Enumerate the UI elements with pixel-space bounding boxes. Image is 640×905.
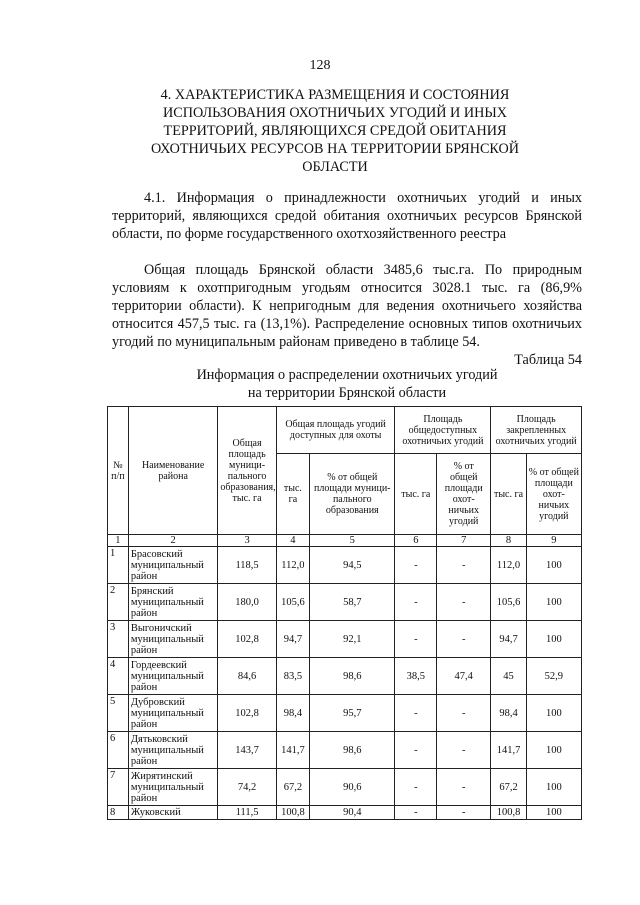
- column-number: 4: [276, 535, 309, 547]
- column-number-row: [108, 535, 582, 547]
- cell-name: Гордеевский муниципальный район: [128, 658, 218, 695]
- table-row: [108, 732, 582, 769]
- cell-name: Жирятинский муниципальный район: [128, 769, 218, 806]
- table-title: [112, 366, 582, 402]
- header-total: Общая площадь муници-пального образования, тыс. га: [218, 407, 276, 535]
- cell-pub-pct: -: [437, 584, 491, 621]
- cell-pub: -: [395, 621, 437, 658]
- cell-avail: 141,7: [276, 732, 309, 769]
- cell-pub-pct: -: [437, 547, 491, 584]
- cell-no: 4: [108, 658, 129, 695]
- cell-name: Дубровский муниципальный район: [128, 695, 218, 732]
- cell-total: 118,5: [218, 547, 276, 584]
- cell-assigned-pct: 100: [526, 547, 581, 584]
- cell-assigned-pct: 100: [526, 584, 581, 621]
- cell-assigned: 45: [491, 658, 526, 695]
- cell-avail-pct: 92,1: [310, 621, 395, 658]
- cell-pub: -: [395, 806, 437, 820]
- table-row: [108, 658, 582, 695]
- body-paragraph: Общая площадь Брянской области 3485,6 тыс.га. По природным условиям к охотпригодным угодьям относится 3028.1 тыс. га (86,9% территории области). К непригодным для ведения охотничьего хозяйства относится 457,5 тыс. га (13,1%). Распределение основных типов охотничьих угодий по муниципальным районам приведено в таблице 54.: [112, 262, 582, 350]
- cell-avail-pct: 98,6: [310, 658, 395, 695]
- cell-pub-pct: -: [437, 695, 491, 732]
- cell-avail: 105,6: [276, 584, 309, 621]
- table-row: [108, 584, 582, 621]
- section-heading: 4. ХАРАКТЕРИСТИКА РАЗМЕЩЕНИЯ И СОСТОЯНИЯ ИСПОЛЬЗОВАНИЯ ОХОТНИЧЬИХ УГОДИЙ И ИНЫХ ТЕРРИТОРИЙ, ЯВЛЯЮЩИХСЯ СРЕДОЙ ОБИТАНИЯ ОХОТНИЧЬИХ РЕСУРСОВ НА ТЕРРИТОРИИ БРЯНСКОЙ ОБЛАСТИ: [150, 87, 520, 175]
- header-assigned-pct: % от общей площади охот-ничьих угодий: [526, 454, 581, 535]
- cell-avail: 94,7: [276, 621, 309, 658]
- table-row: [108, 769, 582, 806]
- cell-avail: 98,4: [276, 695, 309, 732]
- cell-name: Брасовский муниципальный район: [128, 547, 218, 584]
- column-number: 2: [128, 535, 218, 547]
- column-number: 9: [526, 535, 581, 547]
- cell-total: 180,0: [218, 584, 276, 621]
- header-num: № п/п: [108, 407, 129, 535]
- cell-assigned-pct: 52,9: [526, 658, 581, 695]
- table-title-line1: Информация о распределении охотничьих угодий: [196, 367, 498, 383]
- cell-total: 102,8: [218, 621, 276, 658]
- column-number: 1: [108, 535, 129, 547]
- table-row: [108, 695, 582, 732]
- cell-name: Выгоничский муниципальный район: [128, 621, 218, 658]
- cell-assigned: 98,4: [491, 695, 526, 732]
- cell-assigned: 94,7: [491, 621, 526, 658]
- column-number: 3: [218, 535, 276, 547]
- cell-pub: -: [395, 732, 437, 769]
- header-available-pct: % от общей площади муници-пального образования: [310, 454, 395, 535]
- header-available-group: Общая площадь угодий доступных для охоты: [276, 407, 395, 454]
- header-name: Наименование района: [128, 407, 218, 535]
- cell-avail-pct: 90,6: [310, 769, 395, 806]
- cell-total: 111,5: [218, 806, 276, 820]
- page-number: 128: [309, 58, 331, 73]
- cell-assigned: 100,8: [491, 806, 526, 820]
- cell-pub: -: [395, 769, 437, 806]
- cell-no: 8: [108, 806, 129, 820]
- cell-assigned-pct: 100: [526, 806, 581, 820]
- cell-no: 6: [108, 732, 129, 769]
- hunting-grounds-table: [107, 406, 582, 820]
- cell-name: Дятьковский муниципальный район: [128, 732, 218, 769]
- column-number: 5: [310, 535, 395, 547]
- cell-pub-pct: -: [437, 806, 491, 820]
- cell-pub: 38,5: [395, 658, 437, 695]
- column-number: 6: [395, 535, 437, 547]
- cell-no: 3: [108, 621, 129, 658]
- cell-assigned: 105,6: [491, 584, 526, 621]
- cell-avail-pct: 94,5: [310, 547, 395, 584]
- cell-no: 1: [108, 547, 129, 584]
- cell-avail-pct: 58,7: [310, 584, 395, 621]
- subsection-paragraph: 4.1. Информация о принадлежности охотничьих угодий и иных территорий, являющихся средой обитания охотничьих ресурсов Брянской области, по форме государственного охотхозяйственного реестра: [112, 190, 582, 242]
- cell-avail: 100,8: [276, 806, 309, 820]
- cell-pub-pct: -: [437, 769, 491, 806]
- cell-pub: -: [395, 547, 437, 584]
- table-row: [108, 621, 582, 658]
- column-number: 7: [437, 535, 491, 547]
- cell-avail-pct: 98,6: [310, 732, 395, 769]
- cell-avail-pct: 95,7: [310, 695, 395, 732]
- cell-pub: -: [395, 584, 437, 621]
- cell-name: Брянский муниципальный район: [128, 584, 218, 621]
- table-header-row-1: [108, 407, 582, 454]
- cell-total: 74,2: [218, 769, 276, 806]
- table-title-line2: на территории Брянской области: [247, 385, 447, 401]
- cell-assigned: 112,0: [491, 547, 526, 584]
- header-public-pct: % от общей площади охот-ничьих угодий: [437, 454, 491, 535]
- cell-pub-pct: -: [437, 621, 491, 658]
- cell-total: 84,6: [218, 658, 276, 695]
- column-number: 8: [491, 535, 526, 547]
- cell-pub-pct: -: [437, 732, 491, 769]
- cell-name: Жуковский: [128, 806, 218, 820]
- header-available-tys: тыс. га: [276, 454, 309, 535]
- cell-assigned-pct: 100: [526, 695, 581, 732]
- cell-assigned: 141,7: [491, 732, 526, 769]
- cell-avail-pct: 90,4: [310, 806, 395, 820]
- cell-avail: 112,0: [276, 547, 309, 584]
- cell-assigned-pct: 100: [526, 621, 581, 658]
- cell-no: 7: [108, 769, 129, 806]
- cell-assigned: 67,2: [491, 769, 526, 806]
- cell-avail: 83,5: [276, 658, 309, 695]
- table-row: [108, 806, 582, 820]
- cell-no: 2: [108, 584, 129, 621]
- cell-assigned-pct: 100: [526, 769, 581, 806]
- cell-assigned-pct: 100: [526, 732, 581, 769]
- cell-pub: -: [395, 695, 437, 732]
- cell-avail: 67,2: [276, 769, 309, 806]
- cell-total: 143,7: [218, 732, 276, 769]
- header-assigned-tys: тыс. га: [491, 454, 526, 535]
- table-row: [108, 547, 582, 584]
- cell-no: 5: [108, 695, 129, 732]
- header-public-tys: тыс. га: [395, 454, 437, 535]
- cell-total: 102,8: [218, 695, 276, 732]
- table-label: Таблица 54: [514, 352, 582, 368]
- cell-pub-pct: 47,4: [437, 658, 491, 695]
- header-public-group: Площадь общедоступных охотничьих угодий: [395, 407, 491, 454]
- header-assigned-group: Площадь закрепленных охотничьих угодий: [491, 407, 582, 454]
